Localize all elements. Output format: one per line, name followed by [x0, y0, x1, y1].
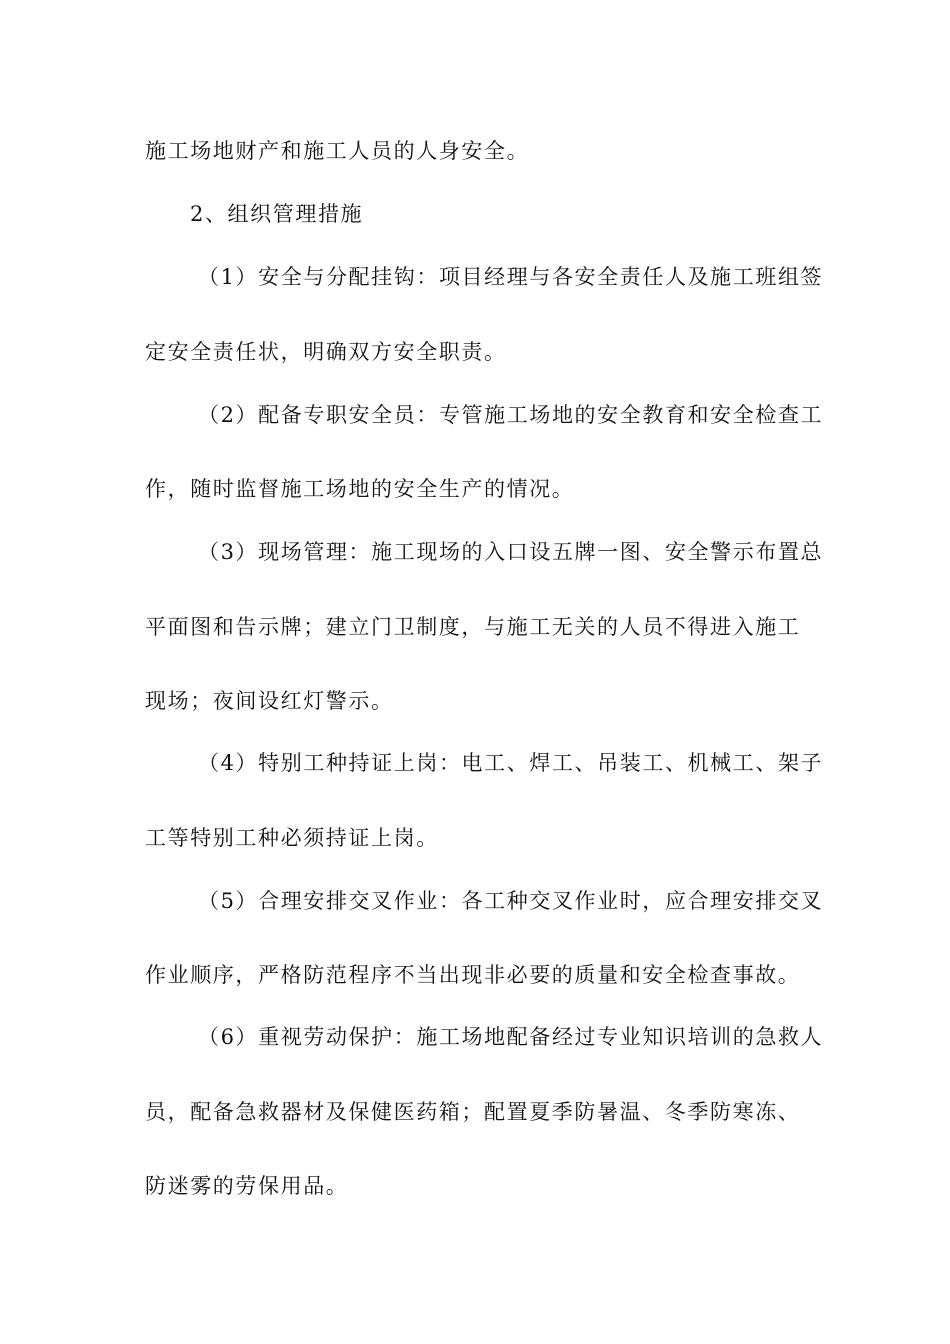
item-3-line-2: 平面图和告示牌；建立门卫制度，与施工无关的人员不得进入施工 [145, 615, 801, 639]
item-5-line-1: （5）合理安排交叉作业：各工种交叉作业时，应合理安排交叉 [198, 889, 824, 913]
item-6-line-3: 防迷雾的劳保用品。 [145, 1174, 349, 1198]
item-4-line-2: 工等特别工种必须持证上岗。 [145, 826, 439, 850]
item-1-line-1: （1）安全与分配挂钩：项目经理与各安全责任人及施工班组签 [198, 265, 824, 289]
item-3-line-1: （3）现场管理：施工现场的入口设五牌一图、安全警示布置总 [198, 540, 824, 564]
item-1-line-2: 定安全责任状，明确双方安全职责。 [145, 340, 507, 364]
item-2-line-2: 作，随时监督施工场地的安全生产的情况。 [145, 477, 575, 501]
item-3-line-3: 现场；夜间设红灯警示。 [145, 689, 394, 713]
item-2-line-1: （2）配备专职安全员：专管施工场地的安全教育和安全检查工 [198, 403, 824, 427]
item-4-line-1: （4）特别工种持证上岗：电工、焊工、吊装工、机械工、架子 [198, 751, 824, 775]
item-5-line-2: 作业顺序，严格防范程序不当出现非必要的质量和安全检查事故。 [145, 963, 801, 987]
text-line-continuation: 施工场地财产和施工人员的人身安全。 [145, 139, 530, 163]
item-6-line-2: 员，配备急救器材及保健医药箱；配置夏季防暑温、冬季防寒冻、 [145, 1100, 801, 1124]
item-6-line-1: （6）重视劳动保护：施工场地配备经过专业知识培训的急救人 [198, 1025, 824, 1049]
section-heading: 2、组织管理措施 [190, 202, 364, 226]
